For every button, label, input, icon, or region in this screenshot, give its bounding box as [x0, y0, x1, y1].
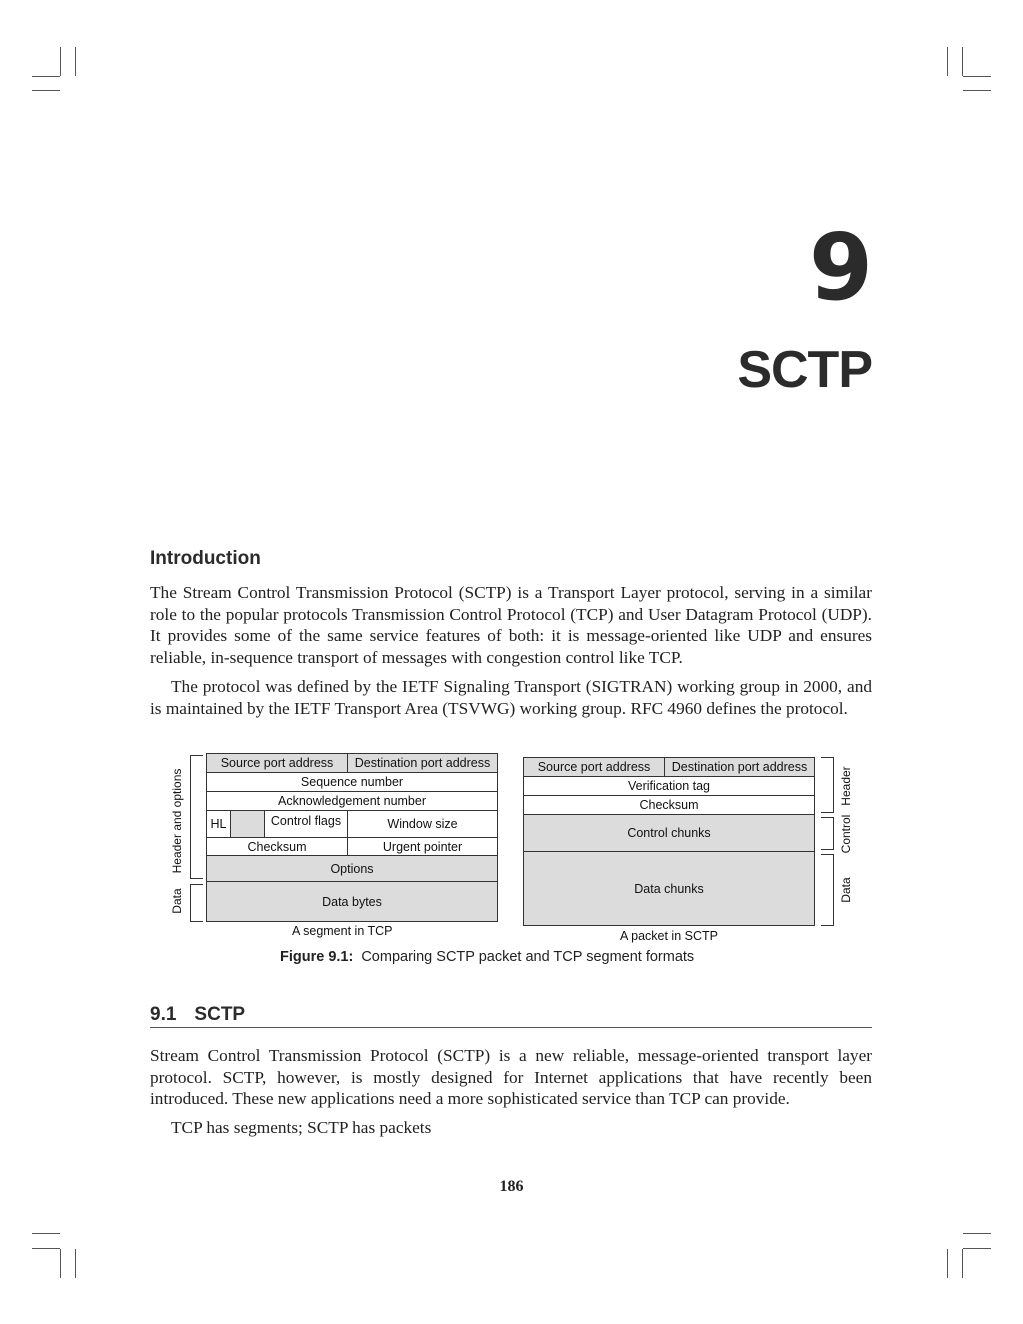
tcp-control-flags: Control flags	[264, 810, 348, 838]
tcp-checksum: Checksum	[206, 837, 348, 856]
intro-heading: Introduction	[150, 548, 261, 569]
tcp-destination-port: Destination port address	[347, 753, 498, 773]
section-title: SCTP	[194, 1004, 246, 1025]
sctp-header-label: Header	[839, 766, 853, 806]
tcp-header-brace	[190, 755, 203, 879]
sctp-source-port: Source port address	[523, 757, 665, 777]
tcp-header-options-label: Header and options	[170, 768, 184, 874]
tcp-source-port: Source port address	[206, 753, 348, 773]
tcp-urgent-pointer: Urgent pointer	[347, 837, 498, 856]
sctp-caption: A packet in SCTP	[620, 929, 718, 943]
chapter-title: SCTP	[737, 341, 872, 399]
section-paragraph-2: TCP has segments; SCTP has packets	[171, 1118, 432, 1137]
sctp-verification-tag: Verification tag	[523, 776, 815, 796]
tcp-ack-number: Acknowledgement number	[206, 791, 498, 811]
figure-caption-text: Comparing SCTP packet and TCP segment formats	[361, 949, 695, 965]
sctp-data-label: Data	[839, 877, 853, 903]
tcp-data-bytes: Data bytes	[206, 881, 498, 922]
sctp-checksum: Checksum	[523, 795, 815, 815]
tcp-data-brace	[190, 884, 203, 922]
page-number: 186	[499, 1178, 524, 1195]
section-heading	[150, 1004, 245, 1026]
intro-paragraph-2: The protocol was defined by the IETF Signaling Transport (SIGTRAN) working group in 2000, and is maintained by the IETF Transport Area (TSVWG) working group. RFC 4960 defines the protocol.	[150, 677, 872, 718]
sctp-control-brace	[821, 817, 834, 850]
intro-paragraph-1: The Stream Control Transmission Protocol (SCTP) is a Transport Layer protocol, serving in a similar role to the popular protocols Transmission Control Protocol (TCP) and User Datagram Protocol (UDP). It provides some of the same service features of both: it is message-oriented like UDP and ensures reliable, in-sequence transport of messages with congestion control like TCP.	[150, 583, 872, 668]
tcp-options: Options	[206, 855, 498, 882]
sctp-data-brace	[821, 854, 834, 926]
tcp-data-label: Data	[170, 888, 184, 914]
chapter-number: 9	[808, 214, 873, 321]
tcp-caption: A segment in TCP	[292, 924, 393, 938]
sctp-header-brace	[821, 757, 834, 813]
section-paragraph-1: Stream Control Transmission Protocol (SCTP) is a new reliable, message-oriented transport layer protocol. SCTP, however, is mostly designed for Internet applications that have recently been introduced. These new applications need a more sophisticated service than TCP can provide.	[150, 1046, 872, 1109]
sctp-control-chunks: Control chunks	[523, 814, 815, 852]
tcp-header-length: HL	[206, 810, 231, 838]
sctp-data-chunks: Data chunks	[523, 851, 815, 926]
sctp-destination-port: Destination port address	[664, 757, 815, 777]
figure-caption-label: Figure 9.1:	[280, 949, 354, 965]
section-rule	[150, 1027, 872, 1028]
sctp-control-label: Control	[839, 814, 853, 854]
section-number: 9.1	[150, 1004, 177, 1025]
tcp-reserved	[230, 810, 265, 838]
figure-caption	[280, 949, 694, 965]
tcp-sequence-number: Sequence number	[206, 772, 498, 792]
tcp-window-size: Window size	[347, 810, 498, 838]
